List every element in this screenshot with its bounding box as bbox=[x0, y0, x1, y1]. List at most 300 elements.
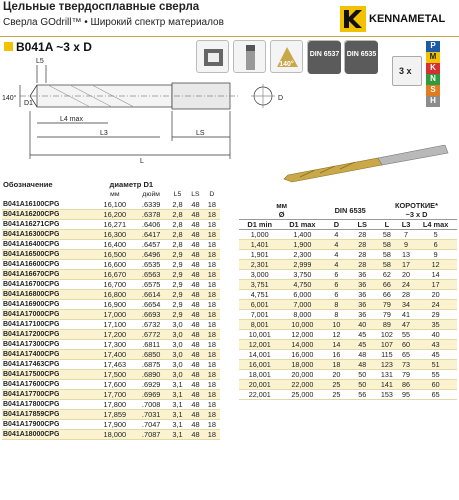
table-cell: 18 bbox=[204, 300, 220, 310]
table-cell: 36 bbox=[348, 270, 376, 280]
page-title: Цельные твердосплавные сверла bbox=[3, 1, 200, 13]
table-cell: 48 bbox=[187, 380, 203, 390]
table-cell: 102 bbox=[376, 330, 398, 340]
table-cell: .6535 bbox=[135, 260, 168, 270]
table-cell: 20 bbox=[414, 290, 457, 300]
col-d-header: D bbox=[209, 191, 215, 199]
table-row bbox=[239, 300, 457, 310]
table-cell: 18 bbox=[204, 220, 220, 230]
table-cell: 20,000 bbox=[280, 370, 324, 380]
table-cell: 48 bbox=[348, 350, 376, 360]
table-cell: 18 bbox=[204, 270, 220, 280]
table-row bbox=[239, 320, 457, 330]
din-6537-label: DIN 6537 bbox=[309, 51, 340, 58]
table-cell: B041A17500CPG bbox=[2, 370, 95, 380]
table-cell: 3,1 bbox=[168, 390, 188, 400]
table-cell: 2,9 bbox=[168, 310, 188, 320]
table-cell: 17,859 bbox=[95, 410, 135, 420]
table-row bbox=[2, 220, 220, 230]
table-cell: 18 bbox=[204, 330, 220, 340]
table-row bbox=[239, 380, 457, 390]
table-cell: 40 bbox=[414, 330, 457, 340]
table-cell: 16,300 bbox=[95, 230, 135, 240]
table-cell: 17,200 bbox=[95, 330, 135, 340]
length-3xd-label: 3 x bbox=[399, 66, 412, 76]
l4-label: L4 max bbox=[60, 116, 83, 123]
table-cell: 6 bbox=[324, 290, 348, 300]
table-cell: 3,1 bbox=[168, 400, 188, 410]
table-cell: 25 bbox=[324, 390, 348, 400]
table-row bbox=[239, 270, 457, 280]
table-cell: 3,1 bbox=[168, 430, 188, 440]
product-code bbox=[4, 40, 92, 54]
drill-sizes-table-body bbox=[2, 200, 220, 440]
table-cell: 13 bbox=[398, 250, 415, 260]
col-ls-header: LS bbox=[191, 191, 200, 199]
table-cell: 3,1 bbox=[168, 420, 188, 430]
table-cell: .6850 bbox=[135, 350, 168, 360]
table-cell: 48 bbox=[187, 300, 203, 310]
table-cell: 18 bbox=[204, 380, 220, 390]
table-cell: 123 bbox=[376, 360, 398, 370]
table-row bbox=[239, 280, 457, 290]
table-row bbox=[239, 230, 457, 240]
page-header bbox=[0, 0, 459, 38]
table-cell: 3,1 bbox=[168, 380, 188, 390]
table-cell: 18,001 bbox=[239, 370, 280, 380]
table-cell: 17 bbox=[398, 260, 415, 270]
page-subtitle: Сверла GOdrill™ • Широкий спектр материалов bbox=[3, 17, 224, 28]
table-cell: B041A16271CPG bbox=[2, 220, 95, 230]
table-cell: .6732 bbox=[135, 320, 168, 330]
angle-label: 140° bbox=[2, 95, 17, 102]
table-cell: .6563 bbox=[135, 270, 168, 280]
table-cell: 66 bbox=[376, 290, 398, 300]
table-cell: B041A16200CPG bbox=[2, 210, 95, 220]
table-cell: 17,100 bbox=[95, 320, 135, 330]
table-cell: 18 bbox=[204, 310, 220, 320]
table-cell: 48 bbox=[187, 240, 203, 250]
table-cell: 3,751 bbox=[239, 280, 280, 290]
table-cell: 22,001 bbox=[239, 390, 280, 400]
table-cell: 115 bbox=[376, 350, 398, 360]
table-cell: 9 bbox=[398, 240, 415, 250]
dimensions-table bbox=[239, 201, 457, 400]
table-cell: 47 bbox=[398, 320, 415, 330]
kennametal-logo bbox=[340, 6, 458, 32]
table-cell: 18,000 bbox=[95, 430, 135, 440]
l3-label: L3 bbox=[100, 130, 108, 137]
product-code-text: B041A ~3 x D bbox=[16, 40, 92, 54]
table-cell: 48 bbox=[187, 360, 203, 370]
table-row bbox=[2, 390, 220, 400]
material-h: H bbox=[426, 96, 440, 107]
table-cell: 2,8 bbox=[168, 230, 188, 240]
table-cell: 48 bbox=[187, 270, 203, 280]
table-cell: 4 bbox=[324, 260, 348, 270]
table-row bbox=[239, 260, 457, 270]
drill-product-image bbox=[280, 145, 450, 190]
table-cell: 48 bbox=[187, 340, 203, 350]
din-6537-icon bbox=[307, 40, 340, 73]
table-cell: 18,000 bbox=[280, 360, 324, 370]
table-row bbox=[239, 250, 457, 260]
col-mm-dia-header bbox=[239, 201, 324, 220]
table-cell: 48 bbox=[187, 210, 203, 220]
table-cell: 7 bbox=[398, 230, 415, 240]
table-cell: 17,300 bbox=[95, 340, 135, 350]
table-cell: 17,900 bbox=[95, 420, 135, 430]
col-d1-header: диаметр D1 bbox=[109, 180, 154, 190]
material-k: K bbox=[426, 63, 440, 74]
table-cell: 12,000 bbox=[280, 330, 324, 340]
table-cell: 17,600 bbox=[95, 380, 135, 390]
table-cell: 17,500 bbox=[95, 370, 135, 380]
table-cell: 2,300 bbox=[280, 250, 324, 260]
table-cell: 3,0 bbox=[168, 370, 188, 380]
table-cell: 28 bbox=[348, 240, 376, 250]
table-cell: .6890 bbox=[135, 370, 168, 380]
table-cell: .6929 bbox=[135, 380, 168, 390]
dia-symbol: Ø bbox=[278, 210, 285, 219]
table-row bbox=[2, 340, 220, 350]
material-s: S bbox=[426, 85, 440, 96]
table-cell: B041A16670CPG bbox=[2, 270, 95, 280]
table-cell: 48 bbox=[187, 200, 203, 210]
table-cell: B041A18000CPG bbox=[2, 430, 95, 440]
table-cell: 48 bbox=[187, 350, 203, 360]
table-row bbox=[2, 370, 220, 380]
table-cell: B041A16100CPG bbox=[2, 200, 95, 210]
table-cell: 16 bbox=[324, 350, 348, 360]
table-cell: B041A16900CPG bbox=[2, 300, 95, 310]
material-m: M bbox=[426, 52, 440, 63]
table-cell: 1,401 bbox=[239, 240, 280, 250]
table-cell: 1,901 bbox=[239, 250, 280, 260]
table-row bbox=[2, 310, 220, 320]
table-cell: .6693 bbox=[135, 310, 168, 320]
table-cell: 48 bbox=[187, 310, 203, 320]
table-cell: 25 bbox=[324, 380, 348, 390]
table-cell: 18 bbox=[204, 340, 220, 350]
table-cell: B041A16300CPG bbox=[2, 230, 95, 240]
table-row bbox=[2, 260, 220, 270]
table-cell: 14,001 bbox=[239, 350, 280, 360]
table-cell: 18 bbox=[204, 320, 220, 330]
table-cell: B041A17600CPG bbox=[2, 380, 95, 390]
table-cell: 79 bbox=[398, 370, 415, 380]
table-cell: 1,000 bbox=[239, 230, 280, 240]
table-cell: 45 bbox=[348, 340, 376, 350]
table-cell: 25,000 bbox=[280, 390, 324, 400]
table-row bbox=[2, 230, 220, 240]
table-cell: 8 bbox=[324, 300, 348, 310]
col-ls-header-2: LS bbox=[348, 220, 376, 230]
table-cell: 2,9 bbox=[168, 280, 188, 290]
table-cell: 48 bbox=[187, 370, 203, 380]
din-6535-label: DIN 6535 bbox=[346, 51, 377, 58]
table-row bbox=[2, 300, 220, 310]
col-l-header: L bbox=[376, 220, 398, 230]
table-cell: 4 bbox=[324, 240, 348, 250]
table-cell: 45 bbox=[414, 350, 457, 360]
table-cell: 2,999 bbox=[280, 260, 324, 270]
table-row bbox=[239, 330, 457, 340]
table-cell: 4,750 bbox=[280, 280, 324, 290]
table-cell: 107 bbox=[376, 340, 398, 350]
table-cell: .7031 bbox=[135, 410, 168, 420]
table-cell: 4,751 bbox=[239, 290, 280, 300]
yellow-square-icon bbox=[4, 42, 13, 51]
table-row bbox=[2, 380, 220, 390]
ls-label: LS bbox=[196, 130, 205, 137]
table-cell: 8,000 bbox=[280, 310, 324, 320]
table-cell: .7087 bbox=[135, 430, 168, 440]
table-cell: 16,800 bbox=[95, 290, 135, 300]
table-cell: 18 bbox=[204, 420, 220, 430]
table-cell: 14 bbox=[414, 270, 457, 280]
table-cell: B041A17859CPG bbox=[2, 410, 95, 420]
table-row bbox=[239, 390, 457, 400]
l-label: L bbox=[140, 158, 144, 165]
brand-name: KENNAMETAL bbox=[369, 13, 446, 25]
table-cell: 66 bbox=[376, 280, 398, 290]
table-cell: 50 bbox=[348, 370, 376, 380]
table-cell: .7047 bbox=[135, 420, 168, 430]
material-groups bbox=[426, 41, 440, 107]
table-cell: 95 bbox=[398, 390, 415, 400]
header-divider bbox=[0, 36, 459, 37]
table-cell: 51 bbox=[414, 360, 457, 370]
table-row bbox=[2, 420, 220, 430]
table-cell: .6378 bbox=[135, 210, 168, 220]
table-cell: 9 bbox=[414, 250, 457, 260]
drill-technical-drawing bbox=[0, 55, 300, 180]
table-cell: 16,001 bbox=[239, 360, 280, 370]
table-cell: 28 bbox=[348, 260, 376, 270]
table-cell: 40 bbox=[348, 320, 376, 330]
table-cell: 36 bbox=[348, 280, 376, 290]
table-cell: 4 bbox=[324, 250, 348, 260]
table-cell: B041A17300CPG bbox=[2, 340, 95, 350]
table-row bbox=[239, 310, 457, 320]
table-row bbox=[2, 410, 220, 420]
table-cell: 48 bbox=[187, 320, 203, 330]
table-cell: 16,670 bbox=[95, 270, 135, 280]
table-cell: 28 bbox=[348, 230, 376, 240]
table-cell: 2,8 bbox=[168, 240, 188, 250]
table-row bbox=[2, 400, 220, 410]
table-cell: 18 bbox=[204, 240, 220, 250]
table-row bbox=[2, 350, 220, 360]
table-cell: 60 bbox=[414, 380, 457, 390]
table-cell: 14,000 bbox=[280, 340, 324, 350]
table-cell: 8 bbox=[324, 310, 348, 320]
table-cell: B041A17400CPG bbox=[2, 350, 95, 360]
table-cell: B041A16600CPG bbox=[2, 260, 95, 270]
table-cell: .6457 bbox=[135, 240, 168, 250]
col-d-header-2: D bbox=[324, 220, 348, 230]
table-cell: 1,400 bbox=[280, 230, 324, 240]
table-cell: B041A17000CPG bbox=[2, 310, 95, 320]
table-cell: 17 bbox=[414, 280, 457, 290]
table-row bbox=[239, 290, 457, 300]
table-cell: 153 bbox=[376, 390, 398, 400]
table-row bbox=[2, 430, 220, 440]
table-cell: 10,000 bbox=[280, 320, 324, 330]
col-l3-header: L3 bbox=[398, 220, 415, 230]
table-cell: 18 bbox=[204, 390, 220, 400]
table-cell: 10 bbox=[324, 320, 348, 330]
table-row bbox=[2, 210, 220, 220]
table-cell: .6654 bbox=[135, 300, 168, 310]
table-cell: 2,8 bbox=[168, 210, 188, 220]
table-row bbox=[2, 330, 220, 340]
col-code-header: Обозначение bbox=[3, 180, 53, 190]
table-cell: 2,9 bbox=[168, 300, 188, 310]
table-cell: 73 bbox=[398, 360, 415, 370]
table-cell: 18 bbox=[204, 410, 220, 420]
table-cell: 79 bbox=[376, 300, 398, 310]
table-cell: 2,9 bbox=[168, 290, 188, 300]
table-cell: .6969 bbox=[135, 390, 168, 400]
table-cell: .6496 bbox=[135, 250, 168, 260]
table-cell: 60 bbox=[398, 340, 415, 350]
table-cell: 48 bbox=[348, 360, 376, 370]
table-cell: 24 bbox=[414, 300, 457, 310]
table-row bbox=[239, 360, 457, 370]
short-ratio-label: ~3 x D bbox=[405, 210, 428, 219]
table-cell: 17,463 bbox=[95, 360, 135, 370]
table-cell: B041A17800CPG bbox=[2, 400, 95, 410]
col-l4-header: L4 max bbox=[414, 220, 457, 230]
table-cell: 48 bbox=[187, 220, 203, 230]
table-cell: 18 bbox=[324, 360, 348, 370]
table-cell: 3,000 bbox=[239, 270, 280, 280]
table-row bbox=[239, 370, 457, 380]
table-cell: 56 bbox=[348, 390, 376, 400]
table-cell: 7,000 bbox=[280, 300, 324, 310]
table-cell: 29 bbox=[414, 310, 457, 320]
table-cell: 65 bbox=[398, 350, 415, 360]
table-cell: 16,500 bbox=[95, 250, 135, 260]
table-cell: 16,200 bbox=[95, 210, 135, 220]
table-cell: 3,0 bbox=[168, 320, 188, 330]
table-cell: .6614 bbox=[135, 290, 168, 300]
table-cell: 16,271 bbox=[95, 220, 135, 230]
table-cell: 6 bbox=[324, 280, 348, 290]
mm-label: мм bbox=[276, 201, 288, 210]
table-cell: 17,700 bbox=[95, 390, 135, 400]
table-cell: 18 bbox=[204, 200, 220, 210]
table-cell: 3,0 bbox=[168, 360, 188, 370]
table-cell: 2,9 bbox=[168, 260, 188, 270]
table-cell: 2,9 bbox=[168, 270, 188, 280]
short-label: КОРОТКИЕ* bbox=[395, 201, 438, 210]
table-cell: 36 bbox=[348, 310, 376, 320]
table-cell: 7,001 bbox=[239, 310, 280, 320]
table-row bbox=[239, 340, 457, 350]
table-cell: 41 bbox=[398, 310, 415, 320]
table-cell: 18 bbox=[204, 400, 220, 410]
table-cell: .6875 bbox=[135, 360, 168, 370]
table-cell: 48 bbox=[187, 280, 203, 290]
table-cell: 16,000 bbox=[280, 350, 324, 360]
table-cell: 20 bbox=[398, 270, 415, 280]
table-cell: 18 bbox=[204, 250, 220, 260]
material-p: P bbox=[426, 41, 440, 52]
table-cell: 3,0 bbox=[168, 340, 188, 350]
table-cell: 6 bbox=[414, 240, 457, 250]
table-cell: .6406 bbox=[135, 220, 168, 230]
table-cell: 131 bbox=[376, 370, 398, 380]
table-cell: 48 bbox=[187, 330, 203, 340]
table-cell: 18 bbox=[204, 370, 220, 380]
table-cell: 16,900 bbox=[95, 300, 135, 310]
table-cell: B041A17100CPG bbox=[2, 320, 95, 330]
table-cell: 20,001 bbox=[239, 380, 280, 390]
col-din-header: DIN 6535 bbox=[324, 201, 376, 220]
col-inch-header: дюйм bbox=[142, 191, 160, 199]
table-cell: 3,0 bbox=[168, 350, 188, 360]
table-cell: 55 bbox=[414, 370, 457, 380]
table-cell: 2,8 bbox=[168, 200, 188, 210]
table-cell: 28 bbox=[398, 290, 415, 300]
table-cell: 35 bbox=[414, 320, 457, 330]
table-cell: .6772 bbox=[135, 330, 168, 340]
drill-sizes-table bbox=[2, 180, 220, 440]
table-cell: 12 bbox=[324, 330, 348, 340]
table-cell: 2,9 bbox=[168, 250, 188, 260]
table-cell: 50 bbox=[348, 380, 376, 390]
table-cell: 16,100 bbox=[95, 200, 135, 210]
dimensions-table-body bbox=[239, 230, 457, 400]
table-cell: .6339 bbox=[135, 200, 168, 210]
table-cell: 2,301 bbox=[239, 260, 280, 270]
table-cell: 6,000 bbox=[280, 290, 324, 300]
table-cell: 2,8 bbox=[168, 220, 188, 230]
table-cell: 48 bbox=[187, 290, 203, 300]
table-row bbox=[2, 280, 220, 290]
table-cell: 58 bbox=[376, 240, 398, 250]
material-n: N bbox=[426, 74, 440, 85]
table-cell: 8,001 bbox=[239, 320, 280, 330]
table-cell: B041A17700CPG bbox=[2, 390, 95, 400]
table-cell: B041A16700CPG bbox=[2, 280, 95, 290]
table-cell: 58 bbox=[376, 230, 398, 240]
table-cell: 48 bbox=[187, 230, 203, 240]
din-6535-icon bbox=[344, 40, 377, 73]
table-cell: 141 bbox=[376, 380, 398, 390]
table-cell: B041A17900CPG bbox=[2, 420, 95, 430]
table-cell: 34 bbox=[398, 300, 415, 310]
table-cell: 18 bbox=[204, 290, 220, 300]
table-cell: 45 bbox=[348, 330, 376, 340]
col-d1max-header: D1 max bbox=[280, 220, 324, 230]
table-cell: 24 bbox=[398, 280, 415, 290]
table-cell: 3,750 bbox=[280, 270, 324, 280]
table-row bbox=[239, 350, 457, 360]
table-cell: 16,700 bbox=[95, 280, 135, 290]
table-cell: 18 bbox=[204, 230, 220, 240]
table-cell: 18 bbox=[204, 360, 220, 370]
table-cell: 22,000 bbox=[280, 380, 324, 390]
table-cell: 12,001 bbox=[239, 340, 280, 350]
table-cell: 18 bbox=[204, 260, 220, 270]
l5-label: L5 bbox=[36, 58, 44, 65]
kennametal-logo-icon bbox=[340, 6, 366, 32]
table-cell: 17,800 bbox=[95, 400, 135, 410]
